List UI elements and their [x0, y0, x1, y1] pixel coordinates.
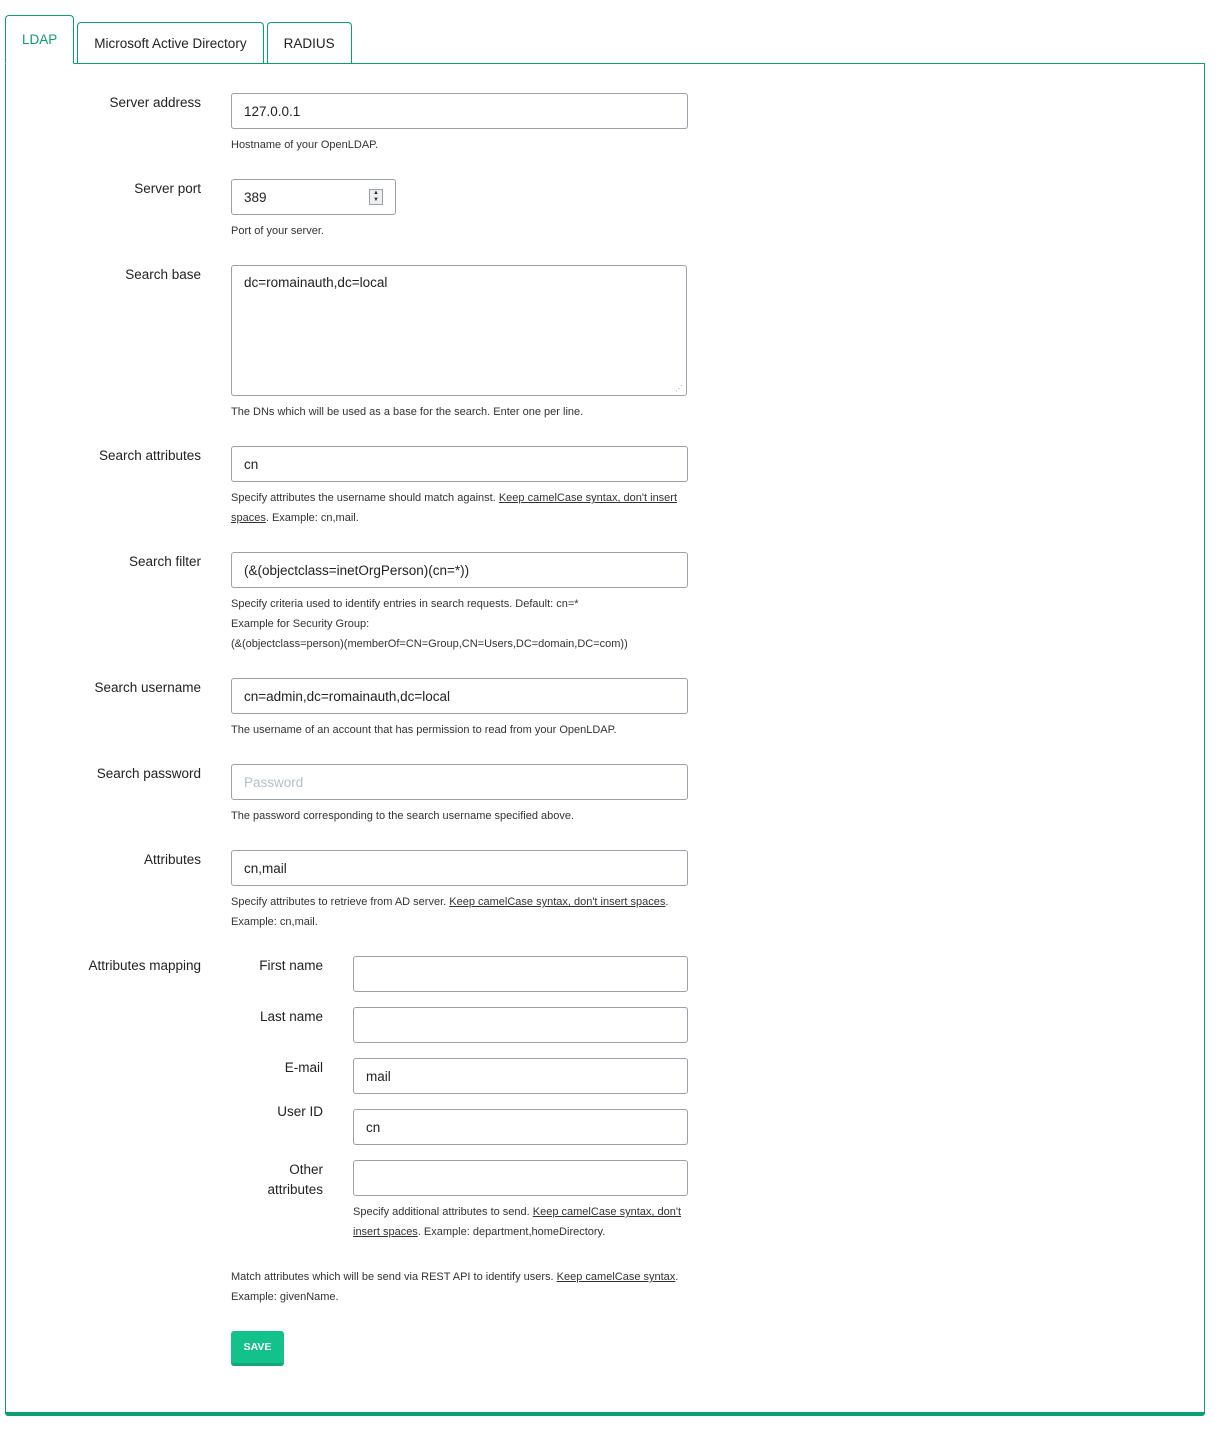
search-base-textarea[interactable] [231, 265, 687, 396]
increment-arrow-icon[interactable]: ▲ [373, 190, 379, 196]
help-text: . [675, 1271, 679, 1283]
server-address-input[interactable]: 127.0.0.1 [231, 93, 688, 129]
help-line: Example: cn,mail. [231, 916, 318, 928]
server-port-value: 389 [244, 189, 267, 205]
search-filter-label: Search filter [128, 554, 201, 569]
attributes-mapping-label: Attributes mapping [88, 958, 201, 973]
ldap-settings-panel [5, 63, 1205, 1416]
other-attributes-help [353, 1202, 698, 1242]
last-name-label: Last name [259, 1009, 323, 1024]
tab-label: RADIUS [283, 36, 335, 51]
search-username-input[interactable]: cn=admin,dc=romainauth,dc=local [231, 678, 688, 714]
first-name-label: First name [259, 958, 323, 973]
attributes-help [231, 892, 691, 932]
last-name-input[interactable] [353, 1007, 688, 1043]
server-address-label: Server address [109, 95, 201, 110]
search-base-label: Search base [125, 267, 201, 282]
camelcase-link[interactable]: Keep camelCase syntax, don't insert spaces [353, 1206, 682, 1238]
help-text: . Example: department,homeDirectory. [417, 1226, 606, 1238]
other-attributes-label: Other attributes [267, 1162, 323, 1197]
tab-ldap[interactable] [5, 15, 74, 64]
server-port-label: Server port [134, 181, 201, 196]
camelcase-link[interactable]: Keep camelCase syntax, don't insert spaces [449, 896, 666, 908]
camelcase-link[interactable]: Keep camelCase syntax, don't insert spaces [231, 492, 678, 524]
help-line: (&(objectclass=person)(memberOf=CN=Group,CN=Users,DC=domain,DC=com)) [231, 638, 628, 650]
help-text: Match attributes which will be send via REST API to identify users. [231, 1271, 557, 1283]
port-stepper[interactable] [369, 189, 383, 205]
email-input[interactable]: mail [353, 1058, 688, 1094]
search-base-help: The DNs which will be used as a base for the search. Enter one per line. [231, 406, 584, 418]
search-base-value: dc=romainauth,dc=local [244, 275, 388, 290]
search-attributes-help [231, 488, 691, 528]
tab-radius[interactable] [267, 22, 352, 64]
search-username-label: Search username [94, 680, 201, 695]
help-text: Specify attributes to retrieve from AD server. [231, 896, 450, 908]
tab-microsoft-active-directory[interactable] [77, 22, 263, 64]
search-filter-help [231, 594, 691, 654]
help-line: Example: givenName. [231, 1291, 339, 1303]
user-id-input[interactable]: cn [353, 1109, 688, 1145]
first-name-input[interactable] [353, 956, 688, 992]
search-attributes-label: Search attributes [98, 448, 201, 463]
help-text: Specify attributes the username should match against. [231, 492, 499, 504]
help-text: Specify additional attributes to send. [353, 1206, 533, 1218]
help-line: Example for Security Group: [231, 618, 370, 630]
search-password-label: Search password [96, 766, 201, 781]
tab-label: Microsoft Active Directory [94, 36, 247, 51]
search-password-input[interactable]: Password [231, 764, 688, 800]
server-port-input[interactable] [231, 179, 396, 215]
attributes-label: Attributes [143, 852, 201, 867]
help-text: . Example: cn,mail. [265, 512, 359, 524]
user-id-label: User ID [277, 1104, 323, 1119]
camelcase-link[interactable]: Keep camelCase syntax [556, 1271, 676, 1283]
search-filter-input[interactable]: (&(objectclass=inetOrgPerson)(cn=*)) [231, 552, 688, 588]
decrement-arrow-icon[interactable]: ▼ [373, 197, 379, 203]
email-label: E-mail [284, 1060, 323, 1075]
resize-grip-icon[interactable]: ⋰ [675, 384, 683, 393]
tab-label: LDAP [22, 32, 58, 47]
attributes-input[interactable]: cn,mail [231, 850, 688, 886]
help-text: . [665, 896, 669, 908]
help-line: Specify criteria used to identify entries in search requests. Default: cn=* [231, 598, 579, 610]
other-attributes-input[interactable] [353, 1160, 688, 1196]
auth-tabs [5, 15, 355, 64]
match-attributes-help [231, 1267, 701, 1307]
search-username-help: The username of an account that has permission to read from your OpenLDAP. [231, 724, 617, 736]
search-attributes-input[interactable]: cn [231, 446, 688, 482]
server-address-help: Hostname of your OpenLDAP. [231, 139, 379, 151]
search-password-help: The password corresponding to the search username specified above. [231, 810, 575, 822]
save-button[interactable]: SAVE [231, 1331, 284, 1366]
server-port-help: Port of your server. [231, 225, 324, 237]
